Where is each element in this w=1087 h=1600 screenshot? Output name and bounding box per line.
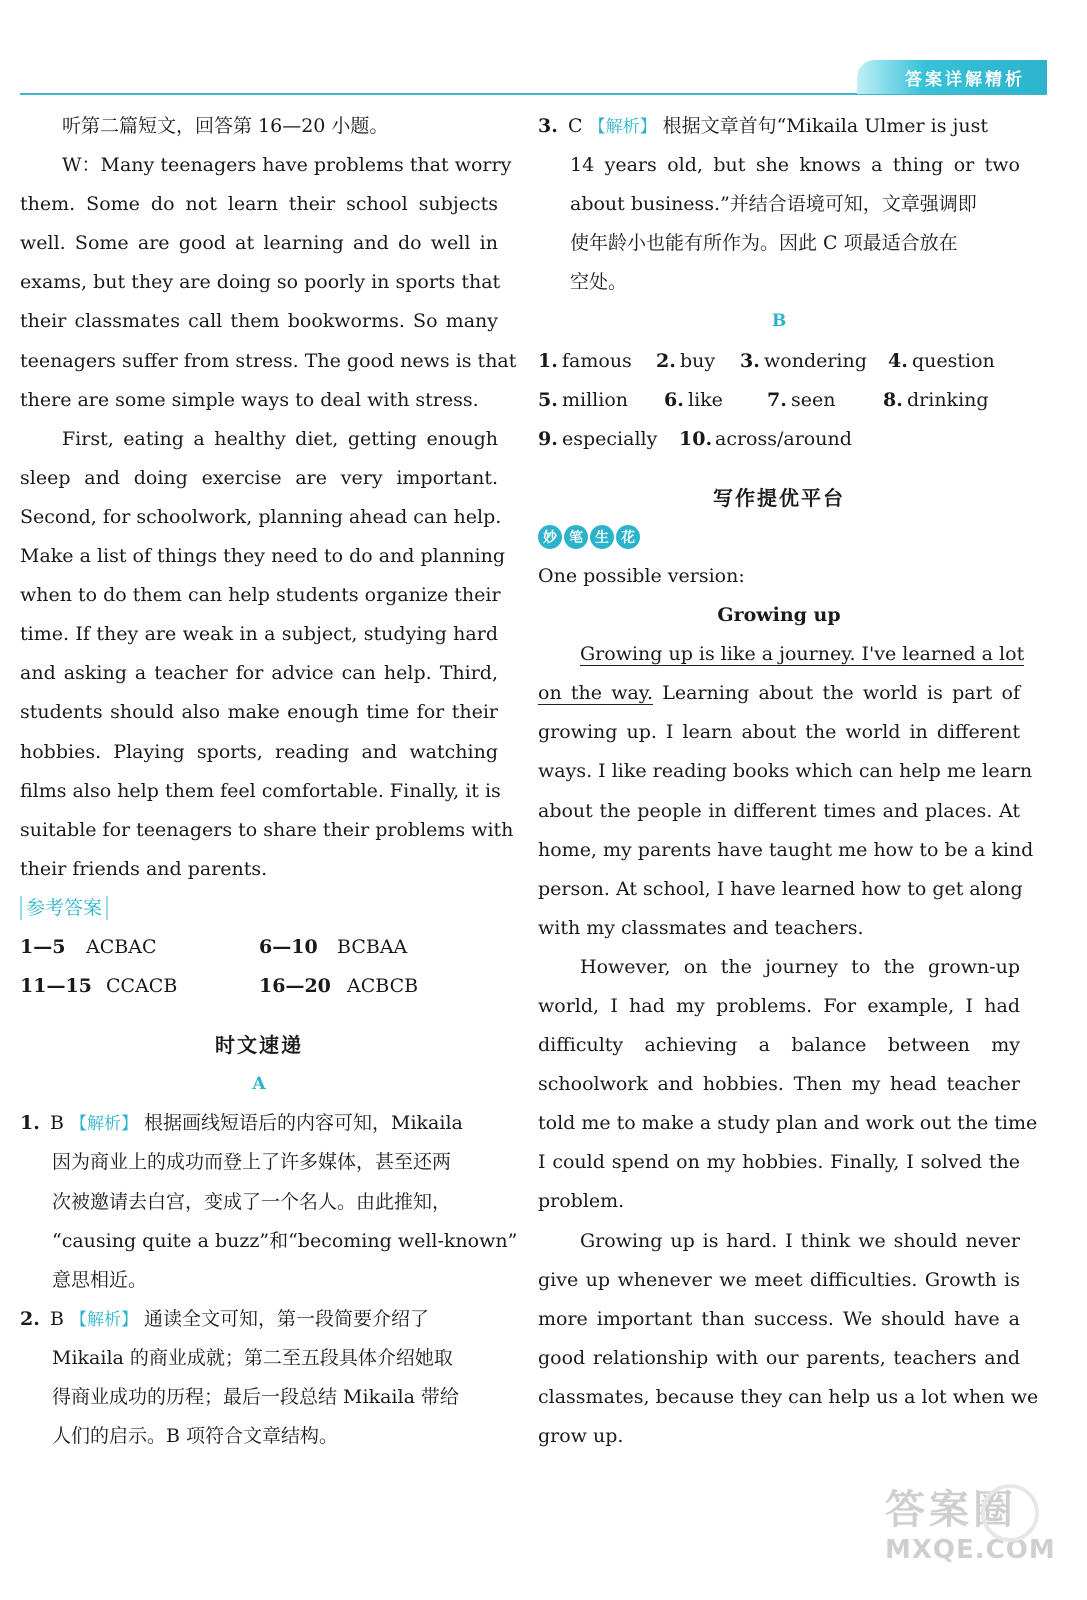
passage-line: suitable for teenagers to share their problems with bbox=[20, 818, 514, 841]
analysis-line: “causing quite a buzz”和“becoming well-known” bbox=[52, 1229, 518, 1252]
essay-line: world, I had my problems. For example, I had bbox=[538, 994, 1020, 1017]
passage-line: exams, but they are doing so poorly in sports that bbox=[20, 271, 501, 294]
analysis-line: 根据文章首句“Mikaila Ulmer is just bbox=[662, 115, 989, 137]
badge: 笔 bbox=[564, 525, 588, 549]
essay-line: However, on the journey to the grown-up bbox=[580, 955, 1020, 978]
version-label: One possible version: bbox=[538, 564, 745, 587]
vocab-word: seen bbox=[791, 388, 836, 411]
answer-value: CCACB bbox=[106, 975, 178, 998]
vocab-number: 8. bbox=[883, 388, 903, 411]
vocab-number: 3. bbox=[740, 349, 760, 372]
passage-line: Second, for schoolwork, planning ahead can help. bbox=[20, 505, 502, 528]
reference-answer-row bbox=[20, 889, 498, 928]
question-answer: B bbox=[50, 1112, 65, 1135]
passage-line: W：Many teenagers have problems that worry bbox=[62, 154, 512, 177]
question-answer: B bbox=[50, 1307, 65, 1330]
vocab-row bbox=[538, 420, 1020, 459]
essay-line: growing up. I learn about the world in different bbox=[538, 721, 1020, 744]
passage-line: well. Some are good at learning and do well in bbox=[20, 232, 498, 255]
vocab-row bbox=[538, 381, 1020, 420]
badge: 花 bbox=[616, 525, 640, 549]
vocab-number: 1. bbox=[538, 349, 558, 372]
analysis-line: 人们的启示。B 项符合文章结构。 bbox=[52, 1425, 339, 1448]
essay-line: classmates, because they can help us a lot when we bbox=[538, 1385, 1039, 1408]
answer-key: 6—10 bbox=[259, 935, 318, 958]
analysis-line: 空处。 bbox=[570, 271, 628, 294]
essay-text: Learning about the world is part of bbox=[662, 682, 1020, 705]
analysis-line: 使年龄小也能有所作为。因此 C 项最适合放在 bbox=[570, 232, 958, 255]
answer-value: ACBCB bbox=[347, 975, 419, 998]
essay-line: good relationship with our parents, teachers and bbox=[538, 1346, 1020, 1369]
essay-line: Growing up is hard. I think we should never bbox=[580, 1229, 1020, 1252]
passage-line: their classmates call them bookworms. So many bbox=[20, 310, 498, 333]
analysis-line: 次被邀请去白宫，变成了一个名人。由此推知， bbox=[52, 1190, 452, 1213]
vocab-number: 9. bbox=[538, 427, 558, 450]
essay-line bbox=[538, 674, 1020, 713]
badge-row bbox=[538, 518, 1020, 557]
essay-line: problem. bbox=[538, 1190, 625, 1213]
vocab-word: buy bbox=[680, 349, 716, 372]
passage-line: hobbies. Playing sports, reading and watching bbox=[20, 740, 498, 763]
vocab-number: 2. bbox=[656, 349, 676, 372]
question-3 bbox=[538, 107, 1020, 146]
essay-line: difficulty achieving a balance between my bbox=[538, 1034, 1020, 1057]
analysis-line: about business.”并结合语境可知，文章强调即 bbox=[570, 193, 977, 216]
answer-key: 11—15 bbox=[20, 975, 92, 998]
essay-line: grow up. bbox=[538, 1425, 624, 1447]
passage-line: them. Some do not learn their school subjects bbox=[20, 193, 498, 216]
essay-underlined-text: on the way. bbox=[538, 682, 654, 705]
essay-line: schoolwork and hobbies. Then my head teacher bbox=[538, 1073, 1020, 1096]
vocab-row bbox=[538, 342, 1020, 381]
question-number: 3. bbox=[538, 115, 558, 137]
answer-key: 16—20 bbox=[259, 975, 331, 998]
passage-line: First, eating a healthy diet, getting enough bbox=[62, 427, 498, 450]
vocab-number: 5. bbox=[538, 388, 558, 411]
essay-line: ways. I like reading books which can help me learn bbox=[538, 760, 1033, 783]
passage-line: sleep and doing exercise are very important. bbox=[20, 466, 498, 489]
essay-line bbox=[538, 635, 1025, 674]
essay-line: about the people in different times and places. At bbox=[538, 799, 1020, 822]
reference-answer-label: 参考答案 bbox=[20, 896, 108, 920]
writing-section-title: 写作提优平台 bbox=[713, 485, 845, 510]
passage-line: students should also make enough time for their bbox=[20, 701, 498, 724]
question-number: 1. bbox=[20, 1112, 40, 1135]
vocab-number: 6. bbox=[664, 388, 684, 411]
part-b-label: B bbox=[771, 311, 787, 332]
answer-row bbox=[20, 928, 498, 967]
essay-line: with my classmates and teachers. bbox=[538, 916, 864, 939]
analysis-line: Mikaila 的商业成就；第二至五段具体介绍她取 bbox=[52, 1346, 453, 1369]
passage-line: there are some simple ways to deal with stress. bbox=[20, 388, 479, 411]
passage-line: and asking a teacher for advice can help. Third, bbox=[20, 662, 498, 685]
essay-line: home, my parents have taught me how to be a kind bbox=[538, 838, 1034, 861]
vocab-word: like bbox=[688, 388, 723, 411]
analysis-line: 因为商业上的成功而登上了许多媒体，甚至还两 bbox=[52, 1151, 452, 1174]
essay-line: I could spend on my hobbies. Finally, I solved the bbox=[538, 1151, 1020, 1174]
answer-key: 1—5 bbox=[20, 935, 66, 958]
watermark-circle-icon bbox=[981, 1484, 1039, 1542]
answer-value: ACBAC bbox=[86, 935, 157, 958]
analysis-line: 通读全文可知，第一段简要介绍了 bbox=[144, 1307, 430, 1330]
vocab-word: especially bbox=[562, 427, 658, 450]
analysis-tag: 【解析】 bbox=[70, 1114, 139, 1135]
passage-line: time. If they are weak in a subject, studying hard bbox=[20, 623, 498, 646]
vocab-word: million bbox=[562, 388, 628, 411]
vocab-number: 7. bbox=[767, 388, 787, 411]
essay-line: more important than success. We should have a bbox=[538, 1307, 1020, 1330]
analysis-tag: 【解析】 bbox=[70, 1309, 139, 1330]
header-tag: 答案详解精析 bbox=[857, 60, 1047, 94]
vocab-word: wondering bbox=[764, 349, 867, 372]
right-column bbox=[538, 107, 1039, 1456]
vocab-word: famous bbox=[562, 349, 632, 372]
badge: 妙 bbox=[538, 525, 562, 549]
left-column bbox=[20, 107, 518, 1456]
question-number: 2. bbox=[20, 1307, 40, 1330]
vocab-word: drinking bbox=[907, 388, 989, 411]
essay-line: told me to make a study plan and work out the time bbox=[538, 1112, 1038, 1135]
vocab-word: question bbox=[912, 349, 995, 372]
passage-line: films also help them feel comfortable. Finally, it is bbox=[20, 779, 501, 802]
passage-line: when to do them can help students organize their bbox=[20, 584, 501, 607]
vocab-number: 10. bbox=[679, 427, 713, 450]
answer-row bbox=[20, 967, 498, 1006]
answer-value: BCBAA bbox=[337, 935, 408, 958]
question-1 bbox=[20, 1104, 498, 1143]
passage-line: teenagers suffer from stress. The good news is that bbox=[20, 349, 517, 372]
analysis-line: 意思相近。 bbox=[52, 1268, 148, 1291]
analysis-line: 根据画线短语后的内容可知，Mikaila bbox=[144, 1112, 463, 1135]
vocab-word: across/around bbox=[715, 427, 852, 450]
essay-line: person. At school, I have learned how to get along bbox=[538, 877, 1023, 900]
vocab-number: 4. bbox=[888, 349, 908, 372]
analysis-tag: 【解析】 bbox=[588, 117, 657, 137]
watermark bbox=[885, 1478, 1065, 1588]
part-a-label: A bbox=[252, 1074, 266, 1095]
passage-line: their friends and parents. bbox=[20, 857, 268, 880]
question-2 bbox=[20, 1300, 498, 1339]
passage-line: Make a list of things they need to do and planning bbox=[20, 545, 506, 568]
essay-title: Growing up bbox=[717, 604, 841, 627]
analysis-line: 得商业成功的历程；最后一段总结 Mikaila 带给 bbox=[52, 1386, 459, 1408]
watermark-top-text: 答案圈 bbox=[885, 1487, 1017, 1533]
badge: 生 bbox=[590, 525, 614, 549]
listening-intro: 听第二篇短文，回答第 16—20 小题。 bbox=[62, 115, 389, 137]
essay-line: give up whenever we meet difficulties. Growth is bbox=[538, 1268, 1020, 1291]
question-answer: C bbox=[568, 115, 583, 137]
watermark-bottom-text: MXQE.COM bbox=[885, 1535, 1056, 1565]
section-title: 时文速递 bbox=[215, 1033, 303, 1058]
essay-underlined-text: Growing up is like a journey. I've learned a lot bbox=[580, 643, 1025, 666]
analysis-line: 14 years old, but she knows a thing or two bbox=[570, 154, 1020, 177]
